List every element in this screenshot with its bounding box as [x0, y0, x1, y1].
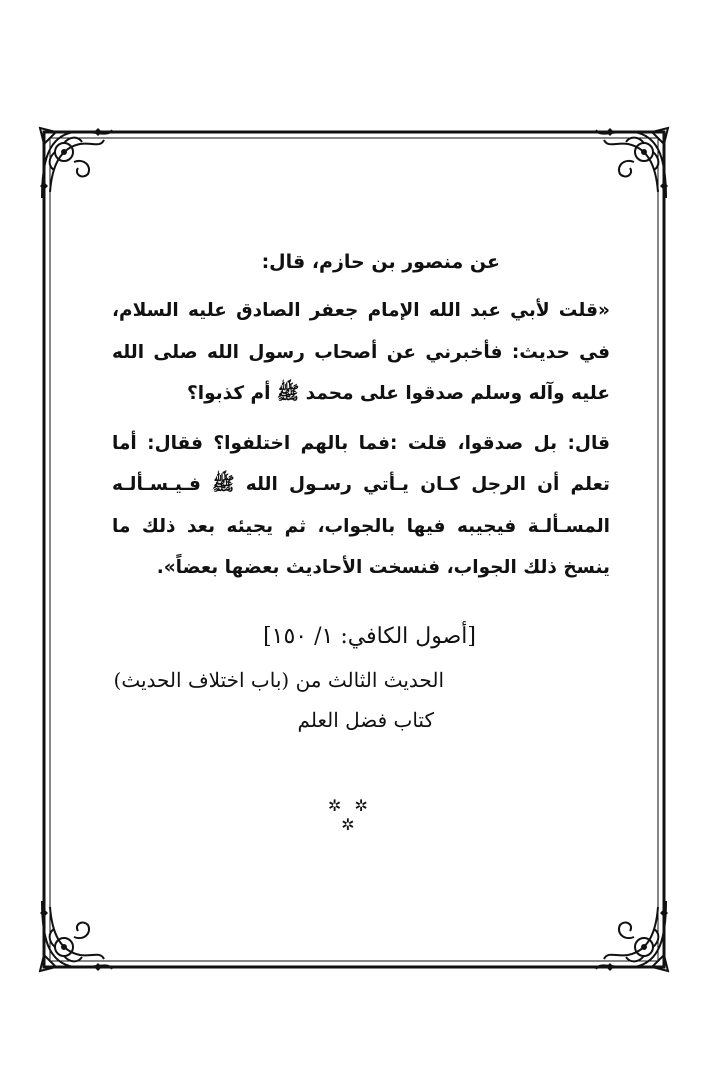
corner-ornament-icon — [590, 122, 674, 206]
source-reference: [أصول الكافي: ١/ ١٥٠] — [263, 623, 476, 649]
book-note: كتاب فضل العلم — [297, 707, 434, 732]
page-content — [112, 248, 610, 737]
hadith-paragraph-answer: قال: بل صدقوا، قلت :فما بالهم اختلفوا؟ فقال: أما تعلم أن الرجل كـان يـأتي رسـول الله ﷺ فـيـسـألـه المسـألـة فيجيبه فيها بالجواب، ثم يجيئه بعد ذلك ما ينسخ ذلك الجواب، فنسخت الأحاديث بعضها بعضاً». — [112, 432, 610, 578]
hadith-text — [112, 290, 610, 589]
hadith-paragraph-question: «قلت لأبي عبد الله الإمام جعفر الصادق عليه السلام، في حديث: فأخبرني عن أصحاب رسول الله صلى الله عليه وآله وسلم صدقوا على محمد ﷺ أم كذبوا؟ — [112, 300, 610, 404]
chapter-note: الحديث الثالث من (باب اختلاف الحديث) — [113, 667, 444, 692]
corner-ornament-icon — [34, 122, 118, 206]
corner-ornament-icon — [590, 893, 674, 977]
hadith-intro: عن منصور بن حازم، قال: — [261, 251, 500, 273]
corner-ornament-icon — [34, 893, 118, 977]
section-separator: ✲ ✲ ✲ — [328, 796, 372, 834]
